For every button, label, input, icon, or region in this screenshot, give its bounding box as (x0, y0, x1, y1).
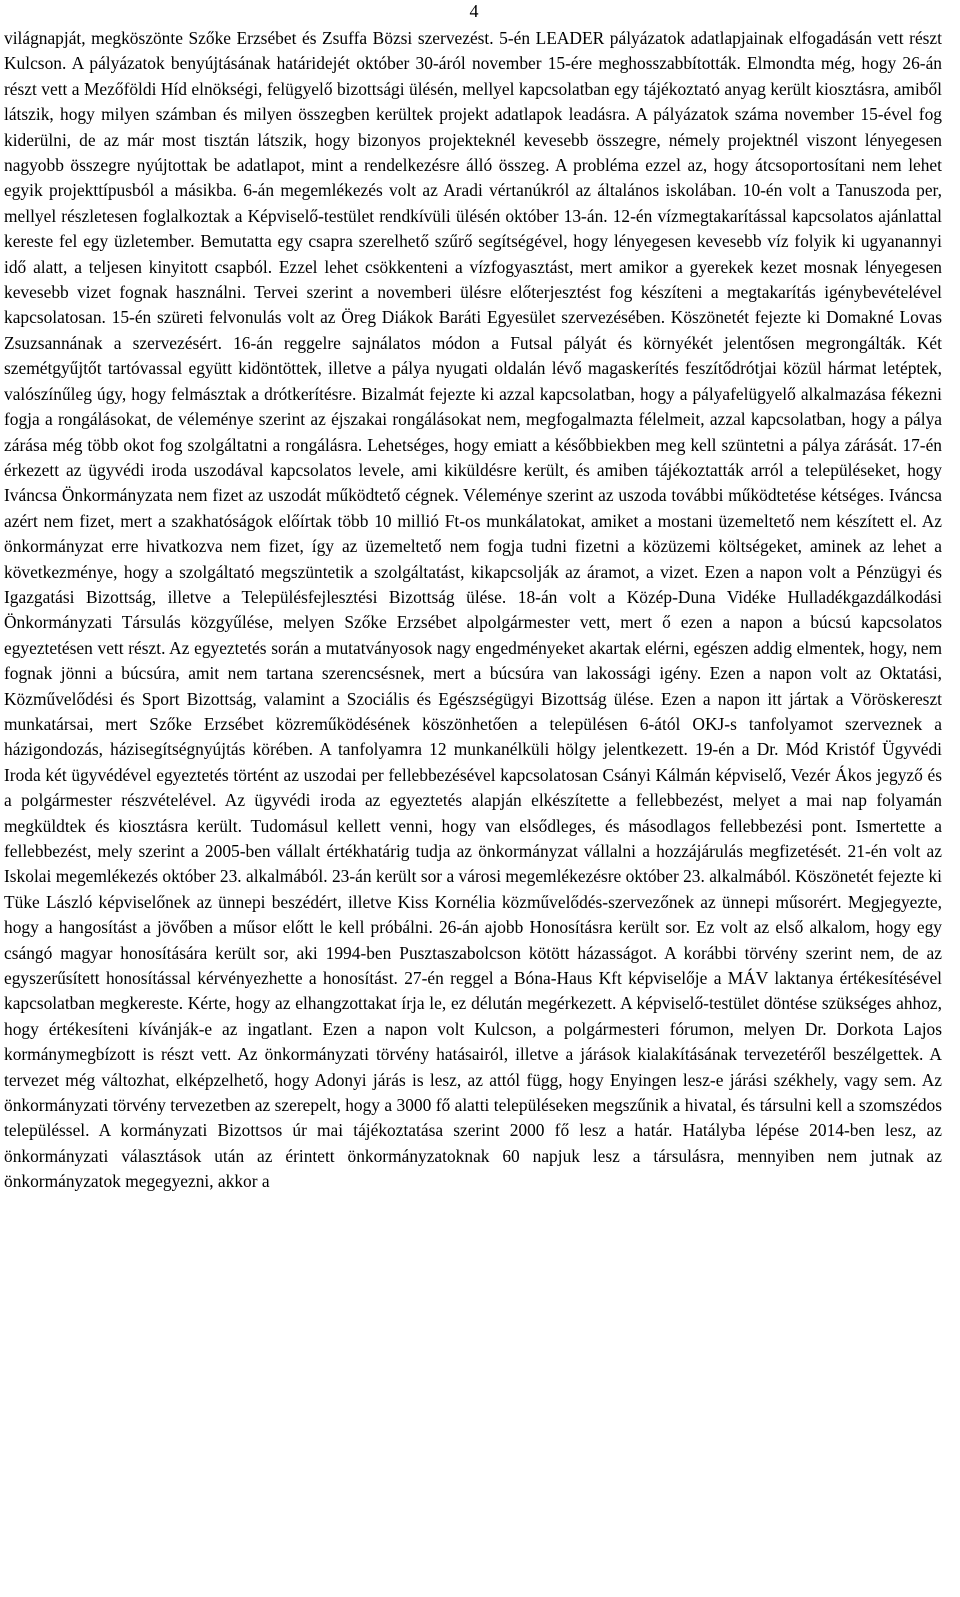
page-number: 4 (469, 1, 479, 21)
document-page (4, 0, 942, 1597)
body-paragraph: világnapját, megköszönte Szőke Erzsébet és Zsuffa Bözsi szervezést. 5-én LEADER pályázatok adatlapjainak elfogadásán vett részt Kulcson. A pályázatok benyújtásának határidejét október 30-áról november 15-ére meghosszabbították. Elmondta még, hogy 26-án részt vett a Mezőföldi Híd elnökségi, felügyelő bizottsági ülésén, mellyel kapcsolatban egy tájékoztató anyag került kiosztásra, amiből látszik, hogy milyen számban és milyen összegben kerültek projekt adatlapok leadásra. A pályázatok száma november 15-ével fog kiderülni, de az már most tisztán látszik, hogy bizonyos projekteknél kevesebb összegre, némely projektnél viszont lényegesen nagyobb összegre nyújtottak be adatlapot, mint a rendelkezésre álló összeg. A probléma ezzel az, hogy átcsoportosítani nem lehet egyik projekttípusból a másikba. 6-án megemlékezés volt az Aradi vértanúkról az általános iskolában. 10-én volt a Tanuszoda per, mellyel részletesen foglalkoztak a Képviselő-testület rendkívüli ülésén október 13-án. 12-én vízmegtakarítással kapcsolatos ajánlattal kereste fel egy üzletember. Bemutatta egy csapra szerelhető szűrő segítségével, hogy lényegesen kevesebb víz folyik ki ugyanannyi idő alatt, a teljesen kinyitott csapból. Ezzel lehet csökkenteni a vízfogyasztást, mert amikor a gyerekek kezet mosnak lényegesen kevesebb vizet fognak használni. Tervei szerint a novemberi ülésre előterjesztést fog készíteni a megtakarítás igénybevételével kapcsolatosan. 15-én szüreti felvonulás volt az Öreg Diákok Baráti Egyesület szervezésében. Köszönetét fejezte ki Domakné Lovas Zsuzsannának a szervezésért. 16-án reggelre sajnálatos módon a Futsal pályát és környékét jelentősen megrongálták. Két szemétgyűjtőt tartóvassal együtt kidöntöttek, illetve a pálya nyugati oldalán lévő magaskerítés feszítődrótjai közül hármat letéptek, valószínűleg úgy, hogy felmásztak a drótkerítésre. Bizalmát fejezte ki azzal kapcsolatban, hogy a pályafelügyelő alkalmazása fékezni fogja a rongálásokat, de véleménye szerint az éjszakai rongálásokat nem, megfogalmazta félelmeit, azzal kapcsolatban, hogy a pálya zárása még több okot fog szolgáltatni a rongálásra. Lehetséges, hogy emiatt a későbbiekben meg kell szüntetni a pálya zárását. 17-én érkezett az ügyvédi iroda uszodával kapcsolatos levele, ami kiküldésre került, és amiben tájékoztatták arról a településeket, hogy Iváncsa Önkormányzata nem fizet az uszodát működtető cégnek. Véleménye szerint az uszoda további működtetése kétséges. Iváncsa azért nem fizet, mert a szakhatóságok előírtak több 10 millió Ft-os munkálatokat, amiket a mostani üzemeltető nem készített el. Az önkormányzat erre hivatkozva nem fizet, így az üzemeltető nem fogja tudni fizetni a közüzemi költségeket, aminek az lehet a következménye, hogy a szolgáltató megszüntetik a szolgáltatást, kikapcsolják az áramot, a vizet. Ezen a napon volt a Pénzügyi és Igazgatási Bizottság, illetve a Településfejlesztési Bizottság ülése. 18-án volt a Közép-Duna Vidéke Hulladékgazdálkodási Önkormányzati Társulás közgyűlése, melyen Szőke Erzsébet alpolgármester vett, mert ő ezen a napon a búcsú kapcsolatos egyeztetésen vett részt. Az egyeztetés során a mutatványosok nagy engedményeket akartak elérni, egészen addig elmentek, hogy, nem fognak jönni a búcsúra, amit nem tartana szerencsésnek, mert a búcsúra van lakossági igény. Ezen a napon volt az Oktatási, Közművelődési és Sport Bizottság, valamint a Szociális és Egészségügyi Bizottság ülése. Ezen a napon itt jártak a Vöröskereszt munkatársai, mert Szőke Erzsébet közreműködésének köszönhetően a településen 6-ától OKJ-s tanfolyamot szerveznek a házigondozás, házisegítségnyújtás körében. A tanfolyamra 12 munkanélküli hölgy jelentkezett. 19-én a Dr. Mód Kristóf Ügyvédi Iroda két ügyvédével egyeztetés történt az uszodai per fellebbezésével kapcsolatosan Csányi Kálmán képviselő, Vezér Ákos jegyző és a polgármester részvételével. Az ügyvédi iroda az egyeztetés alapján elkészítette a fellebbezést, melyet a mai nap folyamán megküldtek és kiosztásra került. Tudomásul kellett venni, hogy van elsődleges, és másodlagos fellebbezési pont. Ismertette a fellebbezést, mely szerint a 2005-ben vállalt értékhatárig tudja az önkormányzat vállalni a hozzájárulás megfizetését. 21-én volt az Iskolai megemlékezés október 23. alkalmából. 23-án került sor a városi megemlékezésre október 23. alkalmából. Köszönetét fejezte ki Tüke László képviselőnek az ünnepi beszédért, illetve Kiss Kornélia közművelődés-szervezőnek az ünnepi műsorért. Megjegyezte, hogy a hangosítást a jövőben a műsor előtt le kell próbálni. 26-án ajobb Honosításra került sor. Ez volt az első alkalom, hogy egy csángó magyar honosítására került sor, aki 1994-ben Pusztaszabolcson kötött házasságot. A korábbi törvény szerint nem, de az egyszerűsített honosítással kérvényezhette a honosítást. 27-én reggel a Bóna-Haus Kft képviselője a MÁV laktanya értékesítésével kapcsolatban megkereste. Kérte, hogy az elhangzottakat írja le, ez délután megérkezett. A képviselő-testület döntése szükséges ahhoz, hogy értékesíteni kívánják-e az ingatlant. Ezen a napon volt Kulcson, a polgármesteri fórumon, melyen Dr. Dorkota Lajos kormánymegbízott is részt vett. Az önkormányzati törvény hatásairól, illetve a járások kialakításának tervezetéről beszélgettek. A tervezet még változhat, elképzelhető, hogy Adonyi járás is lesz, az attól függ, hogy Enyingen lesz-e járási székhely, vagy sem. Az önkormányzati törvény tervezetben az szerepelt, hogy a 3000 fő alatti településeken megszűnik a hivatal, és társulni kell a szomszédos településsel. A kormányzati Bizottsos úr mai tájékoztatása szerint 2000 fő lesz a határ. Hatályba lépése 2014-ben lesz, az önkormányzati választások után az érintett önkormányzatoknak 60 napjuk lesz a társulásra, mennyiben nem jutnak az önkormányzatok megegyezni, akkor a (4, 28, 942, 1192)
